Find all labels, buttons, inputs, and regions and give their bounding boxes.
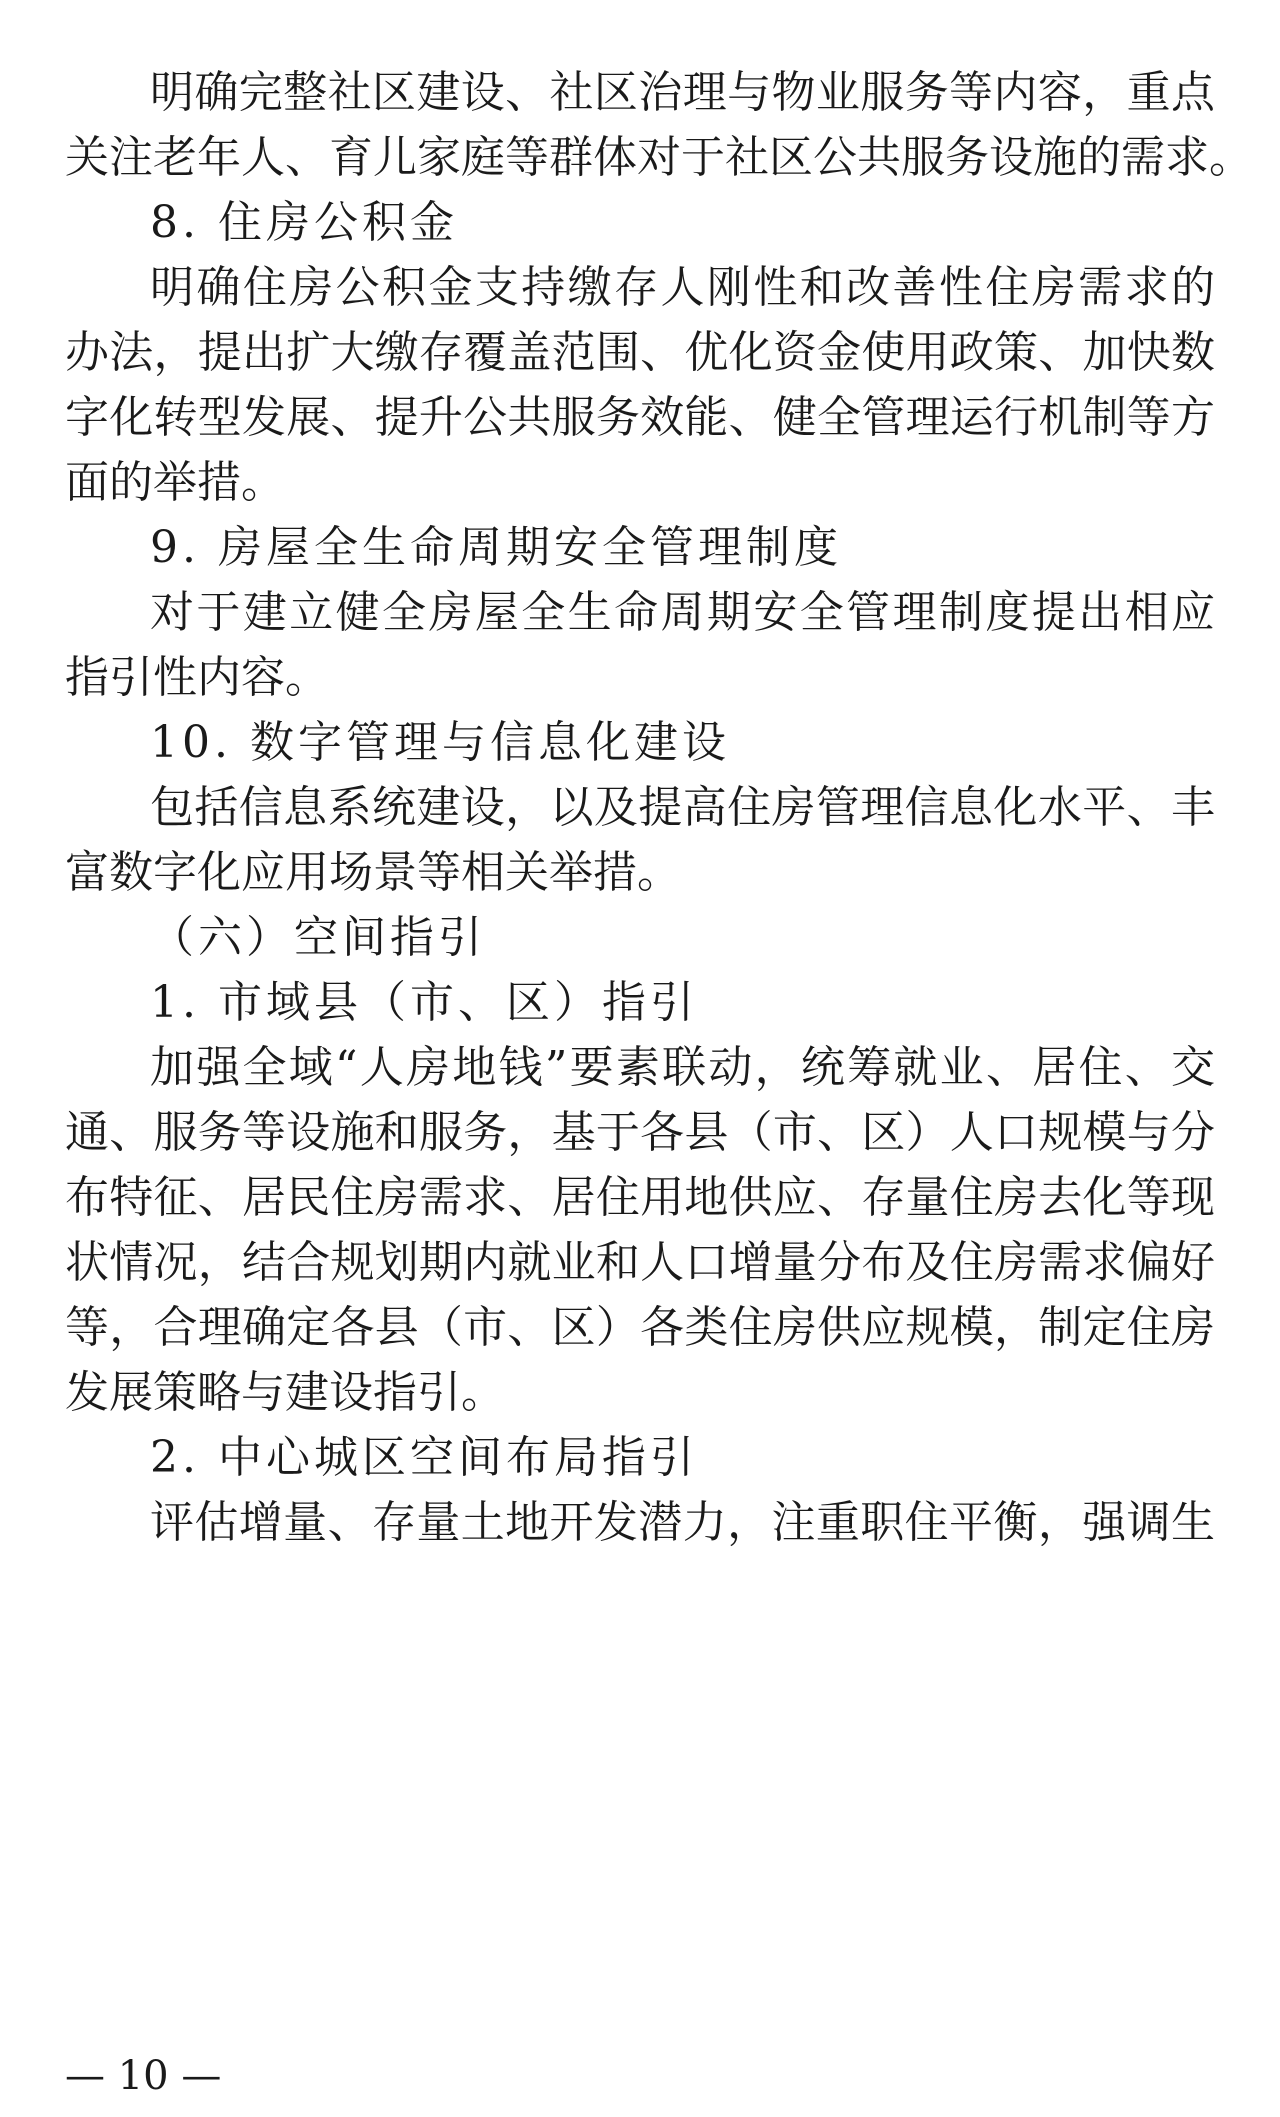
body-text-line: 明确住房公积金支持缴存人刚性和改善性住房需求的: [150, 262, 1215, 313]
section-heading-8: 8. 住房公积金: [150, 197, 458, 248]
body-text-line: 等，合理确定各县（市、区）各类住房供应规模，制定住房: [65, 1302, 1215, 1353]
body-text-line: 发展策略与建设指引。: [65, 1367, 505, 1418]
section-heading-10: 10. 数字管理与信息化建设: [150, 717, 730, 768]
section-heading-1: 1. 市域县（市、区）指引: [150, 977, 698, 1028]
body-text-line: 评估增量、存量土地开发潜力，注重职住平衡，强调生: [150, 1497, 1215, 1548]
body-text-line: 面的举措。: [65, 457, 285, 508]
body-text-line: 加强全域“人房地钱”要素联动，统筹就业、居住、交: [150, 1042, 1215, 1093]
body-text-line: 状情况，结合规划期内就业和人口增量分布及住房需求偏好: [65, 1237, 1215, 1288]
body-text-line: 通、服务等设施和服务，基于各县（市、区）人口规模与分: [65, 1107, 1215, 1158]
body-text-line: 办法，提出扩大缴存覆盖范围、优化资金使用政策、加快数: [65, 327, 1215, 378]
body-text-line: 关注老年人、育儿家庭等群体对于社区公共服务设施的需求。: [65, 132, 1253, 183]
section-heading-6: （六）空间指引: [150, 912, 486, 963]
section-heading-2: 2. 中心城区空间布局指引: [150, 1432, 698, 1483]
body-text-line: 明确完整社区建设、社区治理与物业服务等内容，重点: [150, 67, 1215, 118]
body-text-line: 对于建立健全房屋全生命周期安全管理制度提出相应: [150, 587, 1215, 638]
body-text-line: 字化转型发展、提升公共服务效能、健全管理运行机制等方: [65, 392, 1215, 443]
body-text-line: 包括信息系统建设，以及提高住房管理信息化水平、丰: [150, 782, 1215, 833]
body-text-line: 指引性内容。: [65, 652, 329, 703]
page-number: — 10 —: [65, 2053, 222, 2099]
body-text-line: 布特征、居民住房需求、居住用地供应、存量住房去化等现: [65, 1172, 1215, 1223]
section-heading-9: 9. 房屋全生命周期安全管理制度: [150, 522, 842, 573]
body-text-line: 富数字化应用场景等相关举措。: [65, 847, 681, 898]
